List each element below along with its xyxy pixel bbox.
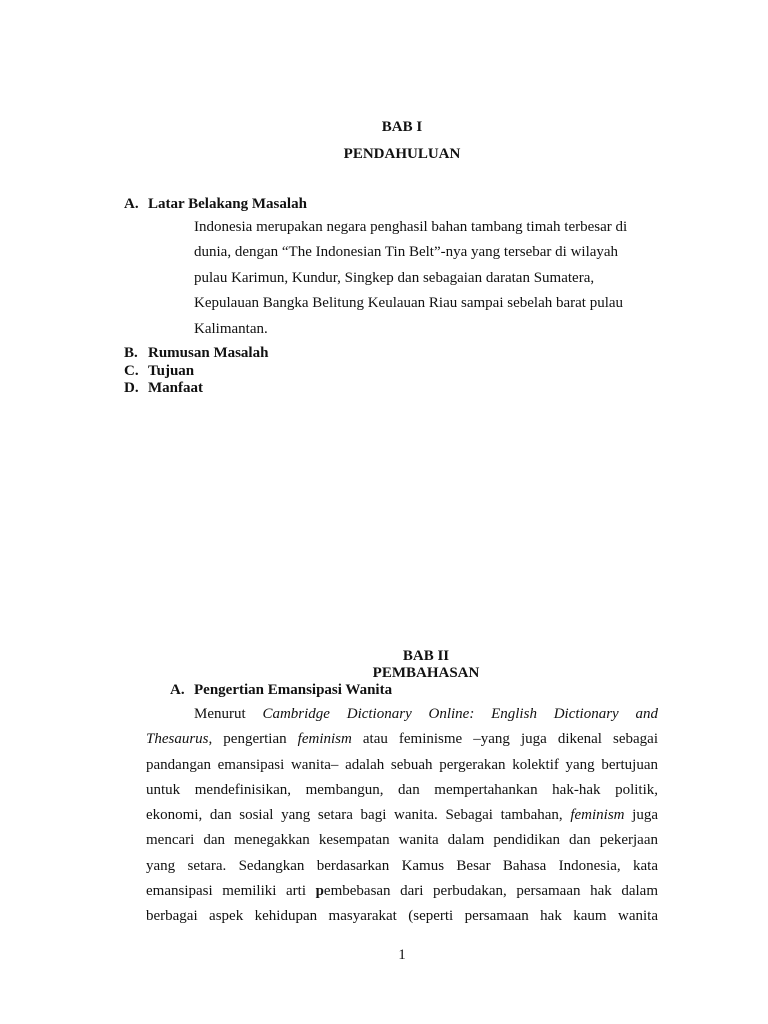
section-title: Rumusan Masalah xyxy=(148,345,269,361)
definition-paragraph xyxy=(146,702,658,929)
section-letter: C. xyxy=(124,362,139,379)
text-segment: pandangan emansipasi wanita– adalah sebuah pergerakan kolektif yang bertujuan xyxy=(146,756,658,773)
background-paragraph xyxy=(194,215,664,343)
paragraph-line xyxy=(146,904,658,929)
paragraph-line xyxy=(146,854,658,879)
text-segment: atau feminisme –yang juga dikenal sebagai xyxy=(351,731,658,748)
text-segment: untuk mendefinisikan, membangun, dan mempertahankan hak-hak politik, xyxy=(146,781,658,798)
text-segment: , pengertian xyxy=(208,731,298,748)
section-letter: D. xyxy=(124,380,139,396)
paragraph-line xyxy=(146,803,658,828)
paragraph-line xyxy=(146,753,658,778)
paragraph-line: pulau Karimun, Kundur, Singkep dan sebagaian daratan Sumatera, xyxy=(194,269,595,286)
section-title: Latar Belakang Masalah xyxy=(148,196,307,212)
text-segment: yang setara. Sedangkan berdasarkan Kamus Besar Bahasa Indonesia, kata xyxy=(146,857,658,874)
paragraph-line: Kalimantan. xyxy=(194,320,268,337)
section-heading-manfaat xyxy=(124,380,524,398)
paragraph-line xyxy=(146,727,658,752)
section-letter: B. xyxy=(124,345,138,361)
italic-term: feminism xyxy=(297,731,352,748)
chapter-1-label: BAB I xyxy=(381,119,423,135)
text-segment: mencari dan menegakkan kesempatan wanita dalam pendidikan dan pekerjaan xyxy=(146,832,658,849)
text-segment: ekonomi, dan sosial yang setara bagi wanita. Sebagai tambahan, xyxy=(146,807,571,823)
section-letter: A. xyxy=(124,196,139,212)
paragraph-line: Kepulauan Bangka Belitung Keulauan Riau sampai sebelah barat pulau xyxy=(194,295,624,311)
italic-term: Cambridge Dictionary Online: English Dictionary and xyxy=(262,706,658,722)
section-heading-rumusan-masalah xyxy=(124,345,524,363)
paragraph-line xyxy=(146,828,658,853)
section-heading-latar-belakang-masalah xyxy=(124,196,524,214)
page-number: 1 xyxy=(398,947,406,963)
italic-term: Thesaurus xyxy=(146,731,209,748)
chapter-2-title: PEMBAHASAN xyxy=(372,665,480,681)
section-letter: A. xyxy=(170,682,185,698)
text-segment: juga xyxy=(624,807,658,823)
chapter-1-title: PENDAHULUAN xyxy=(343,146,461,162)
section-title: Tujuan xyxy=(148,362,195,379)
section-heading-pengertian-emansipasi-wanita xyxy=(170,682,590,700)
paragraph-line xyxy=(146,702,658,727)
paragraph-line: dunia, dengan “The Indonesian Tin Belt”-nya yang tersebar di wilayah xyxy=(194,244,619,260)
text-segment: emansipasi memiliki arti xyxy=(146,882,316,899)
paragraph-line: Indonesia merupakan negara penghasil bahan tambang timah terbesar di xyxy=(194,218,628,235)
chapter-2-label: BAB II xyxy=(402,648,450,664)
text-segment: berbagai aspek kehidupan masyarakat (seperti persamaan hak kaum wanita xyxy=(146,908,658,924)
paragraph-line xyxy=(146,778,658,803)
section-title: Manfaat xyxy=(148,380,203,396)
paragraph-line xyxy=(146,879,658,904)
text-segment: embebasan dari perbudakan, persamaan hak dalam xyxy=(323,882,658,899)
text-segment: Menurut xyxy=(194,706,263,722)
italic-term: feminism xyxy=(570,807,625,823)
bold-letter: p xyxy=(315,882,324,899)
section-heading-tujuan xyxy=(124,363,524,381)
section-title: Pengertian Emansipasi Wanita xyxy=(194,682,393,698)
